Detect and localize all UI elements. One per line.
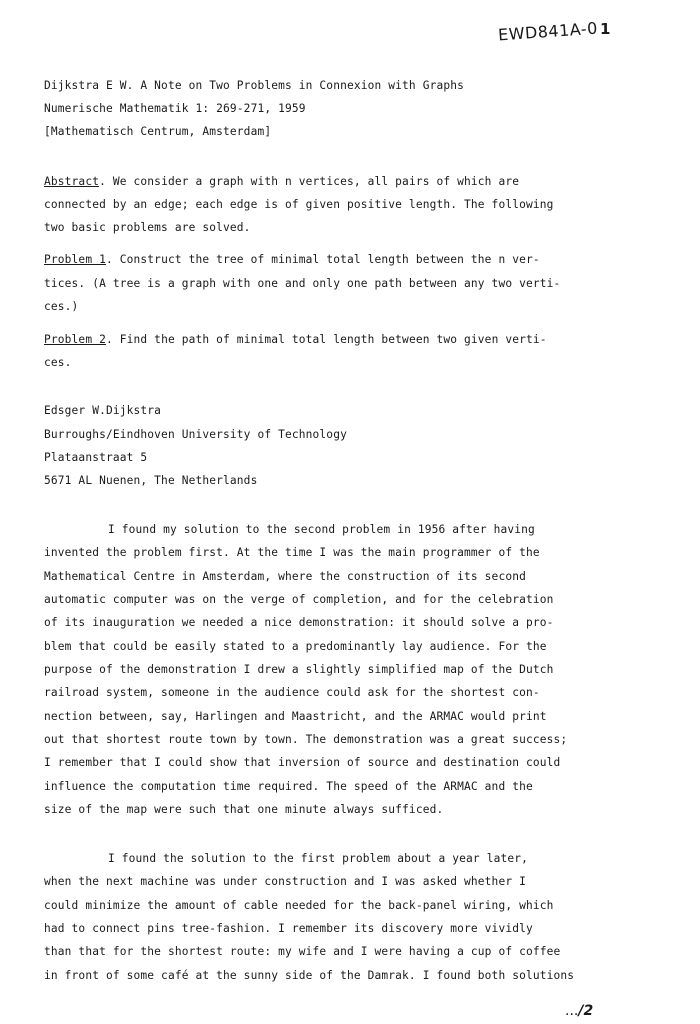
problem1-line-2: tices. (A tree is a graph with one and only one path between any two verti-	[44, 277, 561, 290]
para1-line: automatic computer was on the verge of completion, and for the celebration	[44, 593, 554, 606]
para2-line: when the next machine was under construction and I was asked whether I	[44, 875, 526, 888]
para2-line: could minimize the amount of cable needed for the back-panel wiring, which	[44, 899, 554, 912]
para2-line: had to connect pins tree-fashion. I remember its discovery more vividly	[44, 922, 533, 935]
para1-line: Mathematical Centre in Amsterdam, where the construction of its second	[44, 570, 526, 583]
para1-line: purpose of the demonstration I drew a slightly simplified map of the Dutch	[44, 663, 554, 676]
para2-line: in front of some café at the sunny side of the Damrak. I found both solutions	[44, 969, 575, 982]
document-id: EWD841A-0	[497, 18, 599, 45]
problem1-line-3: ces.)	[44, 300, 79, 313]
page-number: 1	[600, 20, 611, 38]
para1-line: size of the map were such that one minute always sufficed.	[44, 803, 444, 816]
continuation-dots: ...	[565, 1003, 579, 1019]
problem2-line-2: ces.	[44, 356, 72, 369]
para1-line: railroad system, someone in the audience could ask for the shortest con-	[44, 686, 540, 699]
para2-line: I found the solution to the first problem about a year later,	[108, 852, 529, 865]
address-street: Plataanstraat 5	[44, 451, 148, 464]
address-city: 5671 AL Nuenen, The Netherlands	[44, 474, 258, 487]
next-page-number: /2	[578, 1003, 594, 1019]
abstract-text-1: . We consider a graph with n vertices, all pairs of which are	[99, 175, 520, 188]
problem2-label: Problem 2	[44, 333, 106, 346]
abstract-label: Abstract	[44, 175, 100, 188]
abstract-line-2: connected by an edge; each edge is of given positive length. The following	[44, 198, 554, 211]
problem1-text-1: . Construct the tree of minimal total length between the n ver-	[105, 253, 540, 266]
para1-line: I found my solution to the second problem in 1956 after having	[108, 523, 535, 536]
para1-line: blem that could be easily stated to a predominantly lay audience. For the	[44, 640, 547, 653]
problem2-line-1	[44, 333, 547, 347]
problem2-text-1: . Find the path of minimal total length between two given verti-	[105, 333, 547, 346]
problem1-label: Problem 1	[44, 253, 106, 266]
citation-line-1: Dijkstra E W. A Note on Two Problems in Connexion with Graphs	[44, 79, 465, 92]
para1-line: invented the problem first. At the time I was the main programmer of the	[44, 546, 540, 559]
citation-line-2: Numerische Mathematik 1: 269-271, 1959	[44, 102, 306, 115]
address-name: Edsger W.Dijkstra	[44, 404, 162, 417]
continuation-marker	[565, 1003, 593, 1019]
para1-line: of its inauguration we needed a nice demonstration: it should solve a pro-	[44, 616, 554, 629]
abstract-line-1	[44, 175, 519, 189]
para1-line: out that shortest route town by town. The demonstration was a great success;	[44, 733, 568, 746]
address-affiliation: Burroughs/Eindhoven University of Technology	[44, 428, 347, 441]
para1-line: nection between, say, Harlingen and Maastricht, and the ARMAC would print	[44, 710, 547, 723]
para2-line: than that for the shortest route: my wife and I were having a cup of coffee	[44, 945, 561, 958]
citation-line-3: [Mathematisch Centrum, Amsterdam]	[44, 125, 272, 138]
abstract-line-3: two basic problems are solved.	[44, 221, 251, 234]
para1-line: influence the computation time required. The speed of the ARMAC and the	[44, 780, 533, 793]
para1-line: I remember that I could show that inversion of source and destination could	[44, 756, 561, 769]
problem1-line-1	[44, 253, 540, 267]
